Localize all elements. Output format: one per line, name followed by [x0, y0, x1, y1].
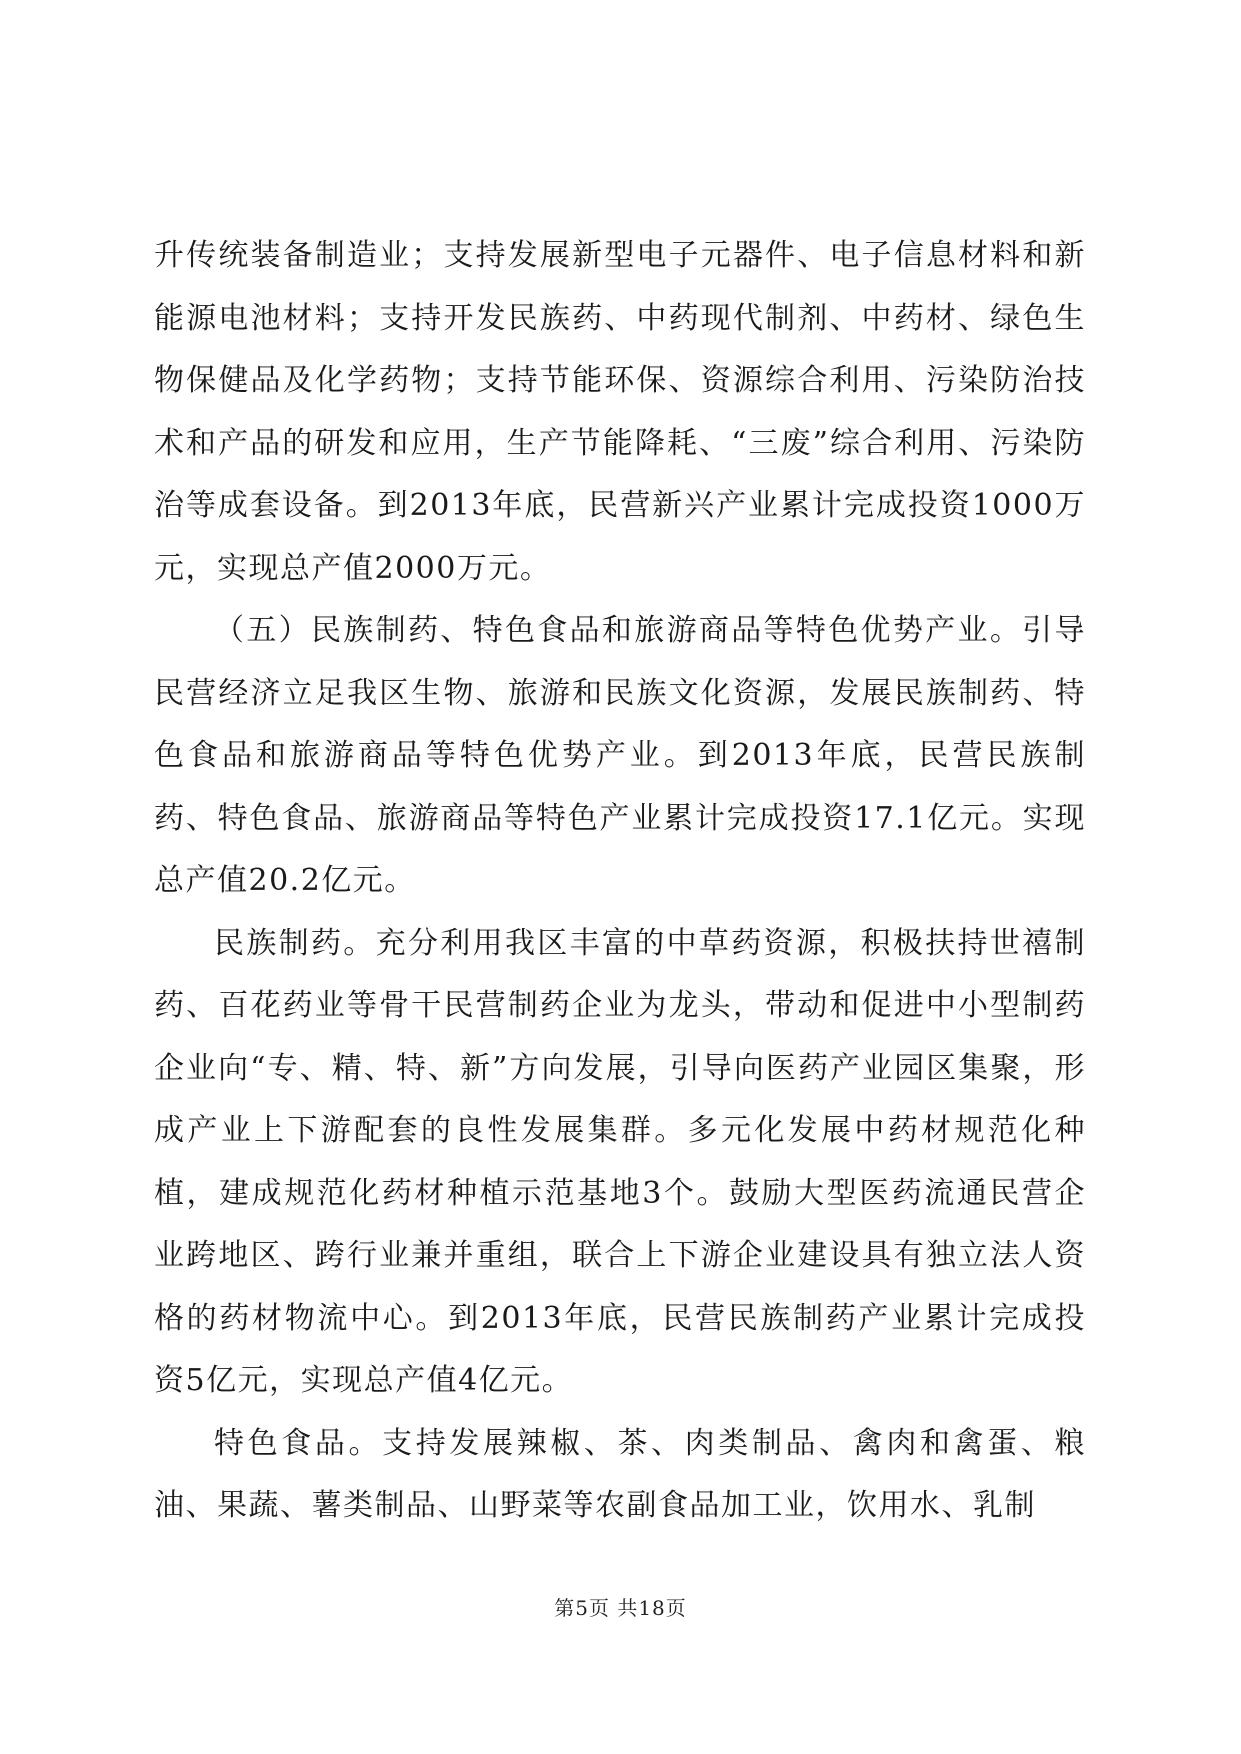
paragraph-ethnic-pharma: 民族制药。充分利用我区丰富的中草药资源，积极扶持世禧制药、百花药业等骨干民营制药企业为龙头，带动和促进中小型制药企业向“专、精、特、新”方向发展，引导向医药产业园区集聚，形成产业上下游配套的良性发展集群。多元化发展中药材规范化种植，建成规范化药材种植示范基地3个。鼓励大型医药流通民营企业跨地区、跨行业兼并重组，联合上下游企业建设具有独立法人资格的药材物流中心。到2013年底，民营民族制药产业累计完成投资5亿元，实现总产值4亿元。 — [154, 925, 1086, 1398]
paragraph-section-five: （五）民族制药、特色食品和旅游商品等特色优势产业。引导民营经济立足我区生物、旅游和民族文化资源，发展民族制药、特色食品和旅游商品等特色优势产业。到2013年底，民营民族制药、特色食品、旅游商品等特色产业累计完成投资17.1亿元。实现总产值20.2亿元。 — [154, 613, 1086, 898]
paragraph-continuation: 升传统装备制造业；支持发展新型电子元器件、电子信息材料和新能源电池材料；支持开发民族药、中药现代制剂、中药材、绿色生物保健品及化学药物；支持节能环保、资源综合利用、污染防治技术和产品的研发和应用，生产节能降耗、“三废”综合利用、污染防治等成套设备。到2013年底，民营新兴产业累计完成投资1000万元，实现总产值2000万元。 — [154, 238, 1086, 586]
paragraph-specialty-food: 特色食品。支持发展辣椒、茶、肉类制品、禽肉和禽蛋、粮油、果蔬、薯类制品、山野菜等农副食品加工业，饮用水、乳制 — [154, 1425, 1086, 1523]
document-body — [154, 225, 1086, 1538]
page-number-footer: 第5页 共18页 — [554, 1596, 687, 1620]
